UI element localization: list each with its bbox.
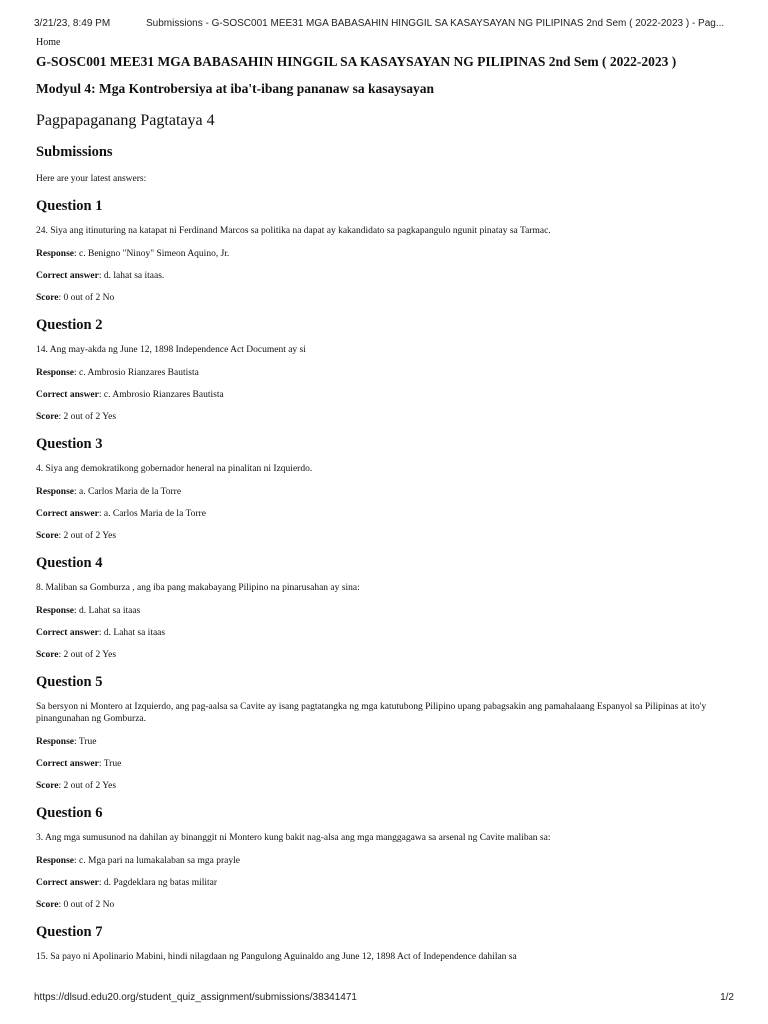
question-block <box>36 554 734 673</box>
question-block <box>36 435 734 554</box>
response-line <box>36 486 734 498</box>
module-title: Modyul 4: Mga Kontrobersiya at iba't-ibang pananaw sa kasaysayan <box>36 81 435 96</box>
score-label: Score <box>36 650 59 660</box>
correct-answer-value: : d. lahat sa itaas. <box>98 271 165 281</box>
response-value: : c. Benigno "Ninoy" Simeon Aquino, Jr. <box>74 249 230 259</box>
correct-answer-label: Correct answer <box>36 390 99 400</box>
response-line <box>36 855 734 867</box>
response-value: : d. Lahat sa itaas <box>74 606 141 616</box>
correct-answer-line <box>36 877 734 889</box>
correct-answer-value: : c. Ambrosio Rianzares Bautista <box>98 390 224 400</box>
print-url: https://dlsud.edu20.org/student_quiz_assignment/submissions/38341471 <box>34 992 357 1003</box>
question-block <box>36 923 734 976</box>
question-text: 4. Siya ang demokratikong gobernador heneral na pinalitan ni Izquierdo. <box>36 464 313 474</box>
question-title: Question 7 <box>36 924 103 940</box>
print-timestamp: 3/21/23, 8:49 PM <box>34 18 111 29</box>
submissions-heading: Submissions <box>36 144 113 160</box>
response-line <box>36 367 734 379</box>
question-text: 15. Sa payo ni Apolinario Mabini, hindi nilagdaan ng Pangulong Aguinaldo ang June 12, 1898 Act of Independence dahilan sa <box>36 952 517 962</box>
question-title: Question 3 <box>36 436 103 452</box>
response-value: : c. Ambrosio Rianzares Bautista <box>74 368 199 378</box>
score-line <box>36 899 734 911</box>
score-label: Score <box>36 293 59 303</box>
score-label: Score <box>36 412 59 422</box>
score-value: : 2 out of 2 Yes <box>58 781 117 791</box>
print-footer <box>34 992 734 1003</box>
score-line <box>36 292 734 304</box>
question-text: 24. Siya ang itinuturing na katapat ni Ferdinand Marcos sa politika na dapat ay kakandidato sa pagkapangulo ngunit pinatay sa Tarmac. <box>36 226 551 236</box>
question-text: 14. Ang may-akda ng June 12, 1898 Independence Act Document ay si <box>36 345 306 355</box>
correct-answer-value: : True <box>98 759 122 769</box>
correct-answer-label: Correct answer <box>36 878 99 888</box>
intro-text: Here are your latest answers: <box>36 174 147 184</box>
score-value: : 2 out of 2 Yes <box>58 412 117 422</box>
correct-answer-label: Correct answer <box>36 509 99 519</box>
response-label: Response <box>36 856 75 866</box>
question-title: Question 4 <box>36 555 103 571</box>
question-text: 8. Maliban sa Gomburza , ang iba pang makabayang Pilipino na pinarusahan ay sina: <box>36 583 360 593</box>
score-label: Score <box>36 781 59 791</box>
score-value: : 2 out of 2 Yes <box>58 531 117 541</box>
correct-answer-label: Correct answer <box>36 628 99 638</box>
score-label: Score <box>36 900 59 910</box>
response-line <box>36 605 734 617</box>
correct-answer-value: : d. Pagdeklara ng batas militar <box>98 878 218 888</box>
question-block <box>36 197 734 316</box>
score-line <box>36 780 734 792</box>
question-title: Question 2 <box>36 317 103 333</box>
score-value: : 0 out of 2 No <box>58 293 115 303</box>
score-line <box>36 649 734 661</box>
response-value: : c. Mga pari na lumakalaban sa mga prayle <box>74 856 240 866</box>
response-label: Response <box>36 737 75 747</box>
correct-answer-line <box>36 758 734 770</box>
question-text: Sa bersyon ni Montero at Izquierdo, ang pag-aalsa sa Cavite ay isang pagtatangka ng mga katutubong Pilipino upang pabagsakin ang pamahalaang Espanyol sa Pilipinas at ito'y pinangunahan ng Gomburza. <box>36 702 707 724</box>
question-title: Question 5 <box>36 674 103 690</box>
question-block <box>36 316 734 435</box>
print-page-title: Submissions - G-SOSC001 MEE31 MGA BABASAHIN HINGGIL SA KASAYSAYAN NG PILIPINAS 2nd Sem ( 2022-2023 ) - Pag... <box>146 18 725 29</box>
response-label: Response <box>36 368 75 378</box>
response-value: : True <box>74 737 97 747</box>
questions-list <box>36 197 734 976</box>
response-line <box>36 736 734 748</box>
correct-answer-line <box>36 389 734 401</box>
assessment-title: Pagpapaganang Pagtataya 4 <box>36 112 215 129</box>
correct-answer-value: : d. Lahat sa itaas <box>98 628 166 638</box>
print-header <box>34 18 734 29</box>
home-link[interactable]: Home <box>36 37 61 48</box>
response-label: Response <box>36 249 75 259</box>
score-label: Score <box>36 531 59 541</box>
response-line <box>36 248 734 260</box>
question-title: Question 6 <box>36 805 103 821</box>
question-block <box>36 804 734 923</box>
score-line <box>36 411 734 423</box>
score-line <box>36 530 734 542</box>
response-label: Response <box>36 487 75 497</box>
correct-answer-label: Correct answer <box>36 759 99 769</box>
response-value: : a. Carlos Maria de la Torre <box>74 487 182 497</box>
correct-answer-line <box>36 270 734 282</box>
main-content <box>36 37 734 976</box>
course-title: G-SOSC001 MEE31 MGA BABASAHIN HINGGIL SA KASAYSAYAN NG PILIPINAS 2nd Sem ( 2022-2023 ) <box>36 54 677 69</box>
correct-answer-line <box>36 627 734 639</box>
question-title: Question 1 <box>36 198 103 214</box>
response-label: Response <box>36 606 75 616</box>
score-value: : 2 out of 2 Yes <box>58 650 117 660</box>
question-text: 3. Ang mga sumusunod na dahilan ay binanggit ni Montero kung bakit nag-alsa ang mga manggagawa sa arsenal ng Cavite maliban sa: <box>36 833 551 843</box>
correct-answer-value: : a. Carlos Maria de la Torre <box>98 509 206 519</box>
correct-answer-line <box>36 508 734 520</box>
correct-answer-label: Correct answer <box>36 271 99 281</box>
print-page-number: 1/2 <box>720 992 734 1003</box>
score-value: : 0 out of 2 No <box>58 900 115 910</box>
question-block <box>36 673 734 804</box>
